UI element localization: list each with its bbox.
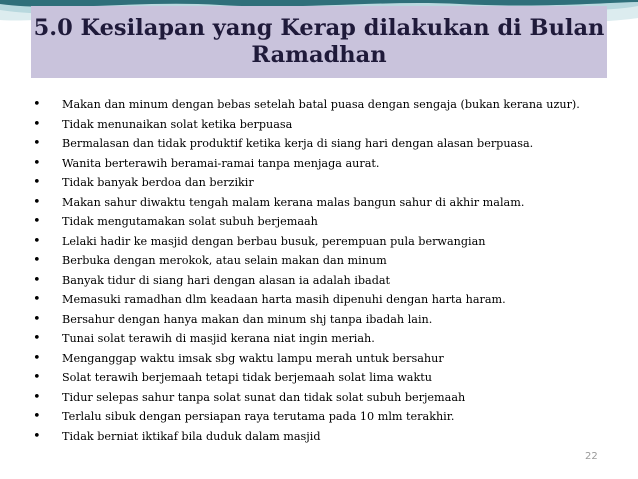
bullet-icon: • xyxy=(33,214,41,229)
list-item-text: Lelaki hadir ke masjid dengan berbau busuk, perempuan pula berwangian xyxy=(62,234,486,248)
list-item xyxy=(33,329,623,349)
list-item xyxy=(33,212,623,232)
list-item-text: Solat terawih berjemaah tetapi tidak berjemaah solat lima waktu xyxy=(62,371,432,384)
list-item xyxy=(33,115,623,135)
bullet-icon: • xyxy=(33,233,41,249)
list-item xyxy=(33,271,623,291)
page-number: 22 xyxy=(585,451,598,462)
list-item-text: Bersahur dengan hanya makan dan minum shj tanpa ibadah lain. xyxy=(62,312,433,326)
bullet-icon: • xyxy=(33,272,41,288)
list-item xyxy=(33,95,623,115)
list-item xyxy=(33,349,623,369)
list-item xyxy=(33,388,623,408)
bullet-icon: • xyxy=(33,175,41,190)
bullet-icon: • xyxy=(33,311,41,327)
list-item-text: Tidak mengutamakan solat subuh berjemaah xyxy=(62,215,318,228)
bullet-icon: • xyxy=(33,97,41,112)
mistakes-list xyxy=(33,95,623,446)
bullet-icon: • xyxy=(33,428,41,444)
bullet-icon: • xyxy=(33,155,41,171)
list-item xyxy=(33,290,623,310)
list-item-text: Tunai solat terawih di masjid kerana niat ingin meriah. xyxy=(62,332,375,345)
slide-title-line-2: Ramadhan xyxy=(251,42,387,68)
list-item-text: Memasuki ramadhan dlm keadaan harta masih dipenuhi dengan harta haram. xyxy=(62,293,506,306)
bullet-icon: • xyxy=(33,409,41,424)
list-item-text: Menganggap waktu imsak sbg waktu lampu merah untuk bersahur xyxy=(62,351,444,365)
bullet-icon: • xyxy=(33,292,41,307)
list-item xyxy=(33,368,623,388)
bullet-icon: • xyxy=(33,116,41,132)
list-item xyxy=(33,154,623,174)
list-item-text: Terlalu sibuk dengan persiapan raya terutama pada 10 mlm terakhir. xyxy=(62,410,455,423)
slide-title xyxy=(31,6,607,78)
list-item-text: Berbuka dengan merokok, atau selain makan dan minum xyxy=(62,254,387,267)
list-item xyxy=(33,407,623,427)
bullet-icon: • xyxy=(33,136,41,151)
list-item-text: Tidak banyak berdoa dan berzikir xyxy=(62,176,254,189)
list-item-text: Wanita berterawih beramai-ramai tanpa menjaga aurat. xyxy=(62,156,380,170)
list-item xyxy=(33,427,623,447)
bullet-icon: • xyxy=(33,253,41,268)
list-item-text: Makan dan minum dengan bebas setelah batal puasa dengan sengaja (bukan kerana uzur). xyxy=(62,98,580,111)
list-item xyxy=(33,134,623,154)
bullet-icon: • xyxy=(33,389,41,405)
list-item-text: Makan sahur diwaktu tengah malam kerana malas bangun sahur di akhir malam. xyxy=(62,195,525,209)
list-item xyxy=(33,232,623,252)
list-item-text: Bermalasan dan tidak produktif ketika kerja di siang hari dengan alasan berpuasa. xyxy=(62,137,534,150)
slide-title-line-1: 5.0 Kesilapan yang Kerap dilakukan di Bulan xyxy=(33,15,605,41)
list-item xyxy=(33,193,623,213)
list-item-text: Tidak menunaikan solat ketika berpuasa xyxy=(62,117,293,131)
bullet-icon: • xyxy=(33,194,41,210)
bullet-icon: • xyxy=(33,370,41,385)
list-item-text: Tidak berniat iktikaf bila duduk dalam masjid xyxy=(62,429,321,443)
list-item xyxy=(33,310,623,330)
bullet-icon: • xyxy=(33,350,41,366)
list-item-text: Tidur selepas sahur tanpa solat sunat dan tidak solat subuh berjemaah xyxy=(62,390,466,404)
list-item xyxy=(33,173,623,193)
list-item-text: Banyak tidur di siang hari dengan alasan ia adalah ibadat xyxy=(62,273,391,287)
bullet-icon: • xyxy=(33,331,41,346)
list-item xyxy=(33,251,623,271)
